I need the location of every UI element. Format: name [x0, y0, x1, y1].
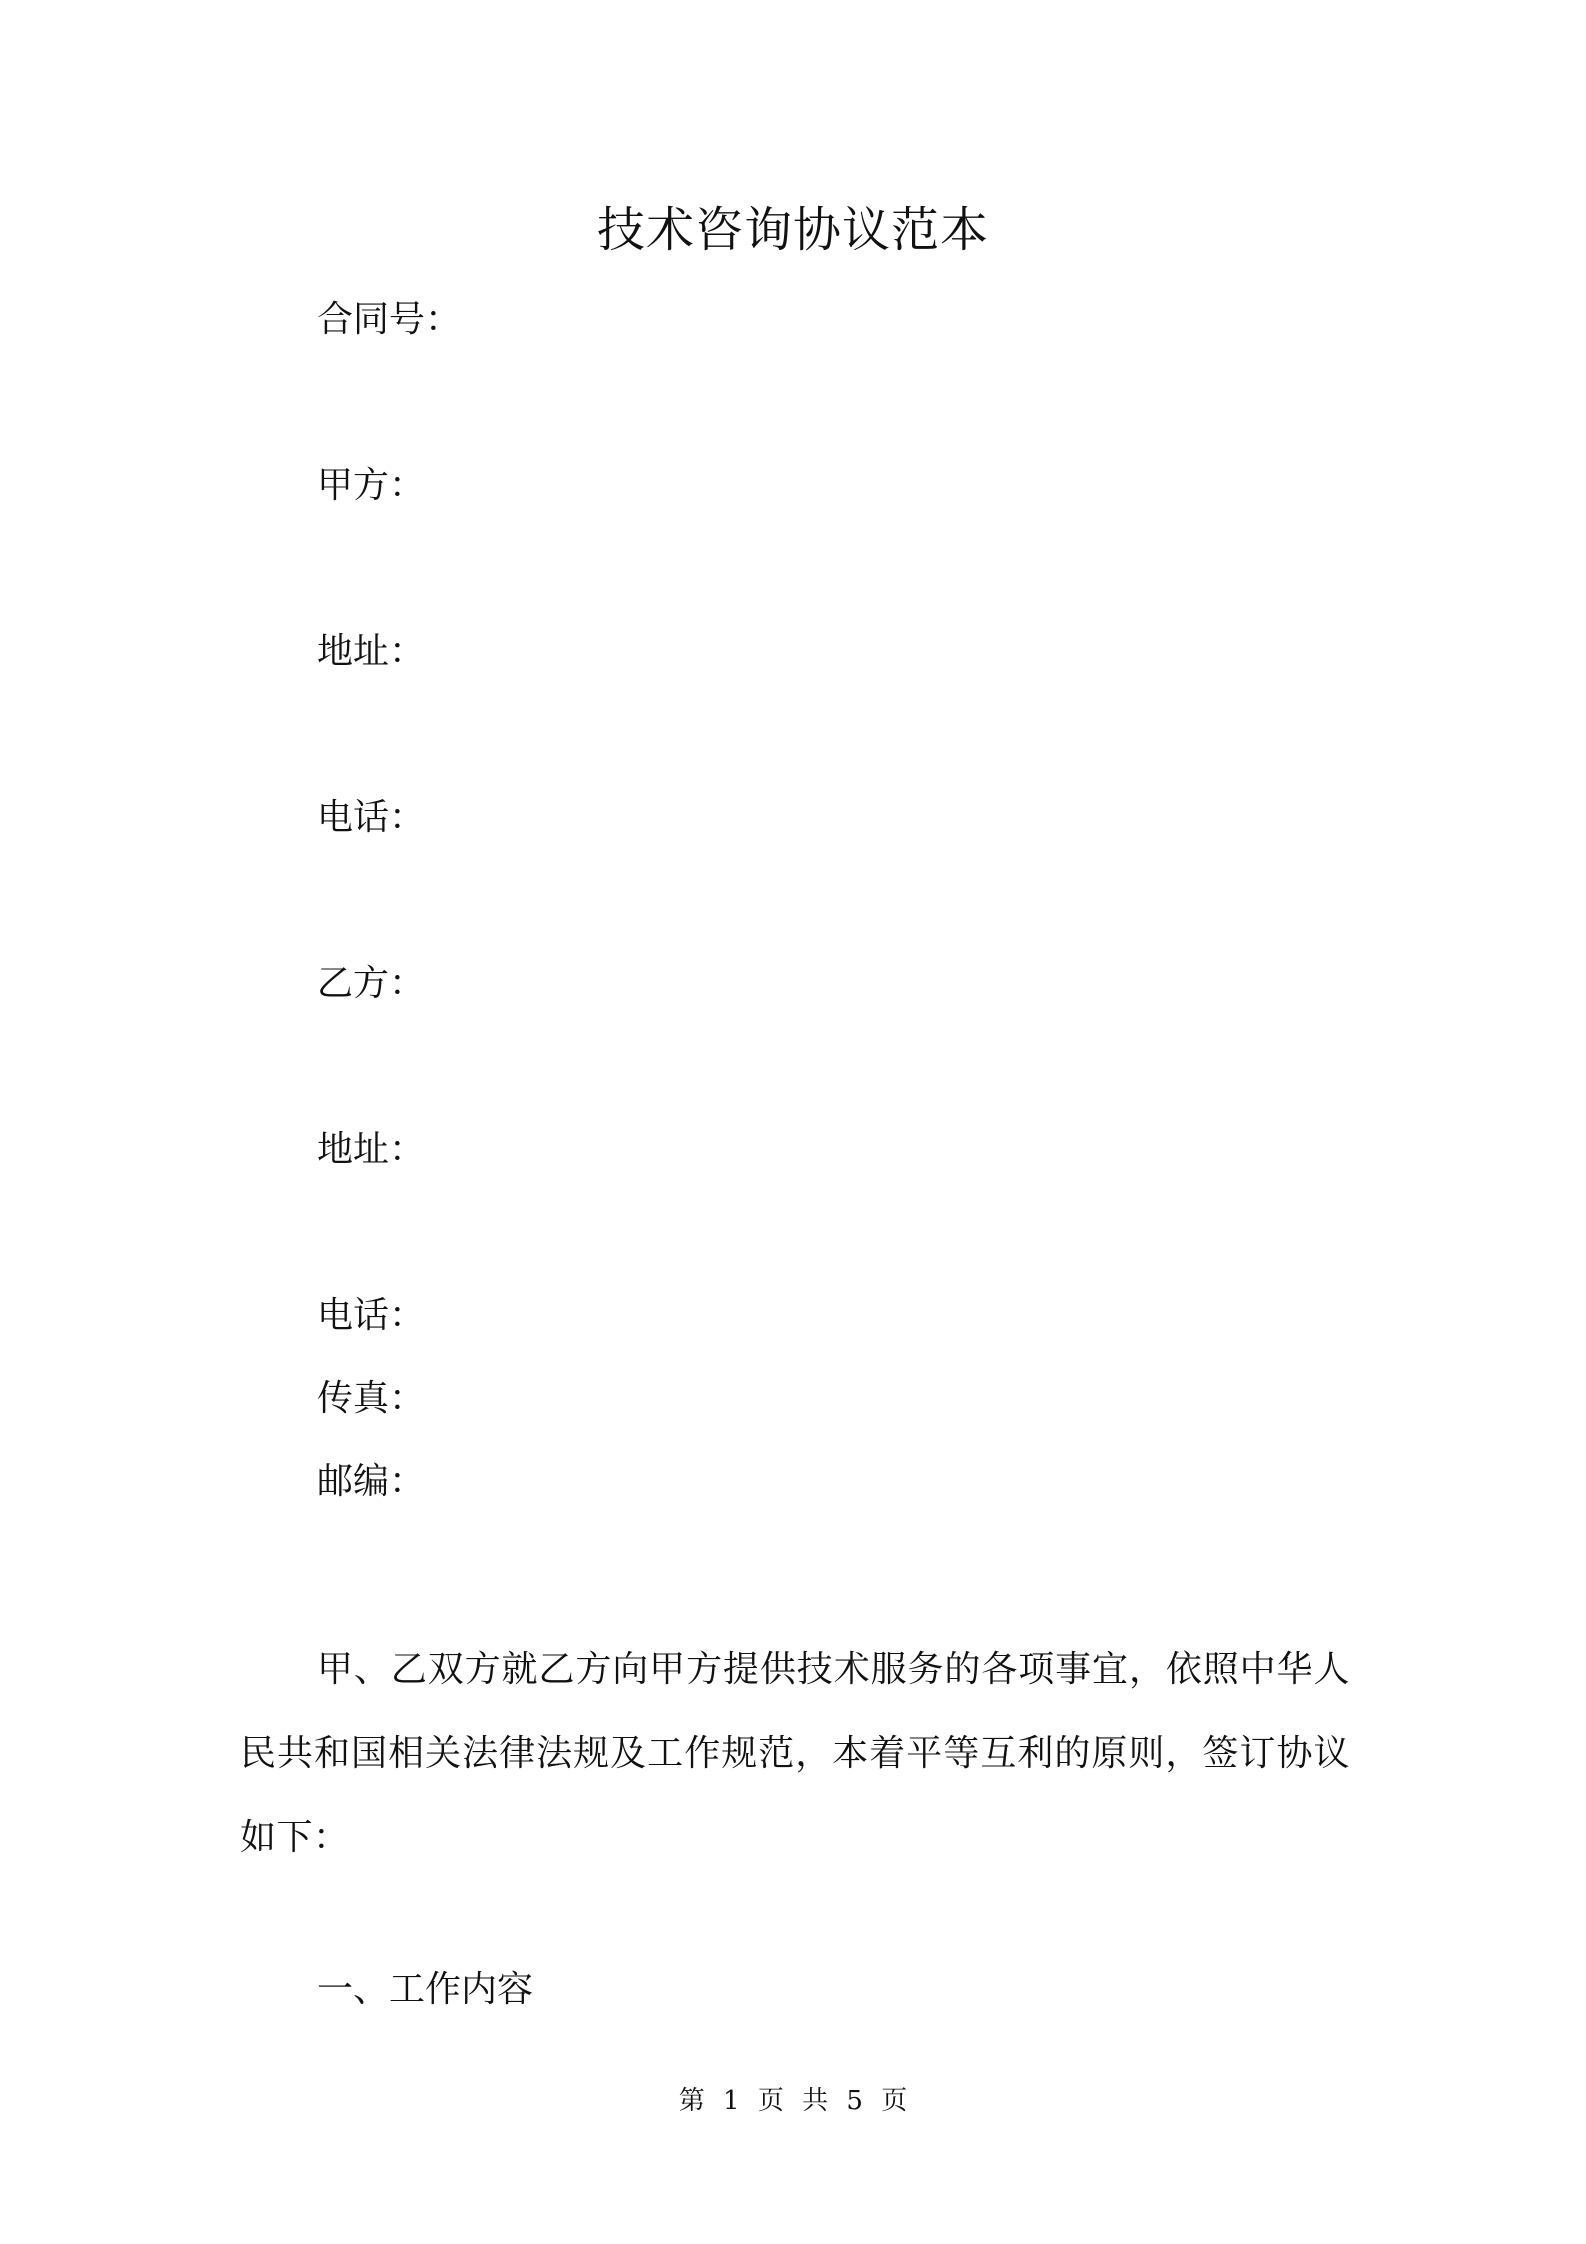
intro-paragraph: 甲、乙双方就乙方向甲方提供技术服务的各项事宜，依照中华人民共和国相关法律法规及工作规范，本着平等互利的原则，签订协议如下：: [240, 1649, 1350, 1858]
party-b-fax-label: 传真：: [317, 1378, 426, 1419]
party-a-label: 甲方：: [317, 465, 426, 506]
party-b-postcode-label: 邮编：: [317, 1461, 426, 1502]
party-a-address-label: 地址：: [317, 631, 426, 672]
page-number-footer: 第 1 页 共 5 页: [678, 2086, 908, 2116]
party-b-address-label: 地址：: [317, 1129, 426, 1170]
document-title: 技术咨询协议范本: [596, 202, 989, 258]
party-b-label: 乙方：: [317, 963, 426, 1004]
party-a-phone-label: 电话：: [317, 797, 426, 838]
contract-number-label: 合同号：: [317, 299, 462, 340]
section-heading-work-content: 一、工作内容: [317, 1969, 534, 2010]
party-b-phone-label: 电话：: [317, 1295, 426, 1336]
